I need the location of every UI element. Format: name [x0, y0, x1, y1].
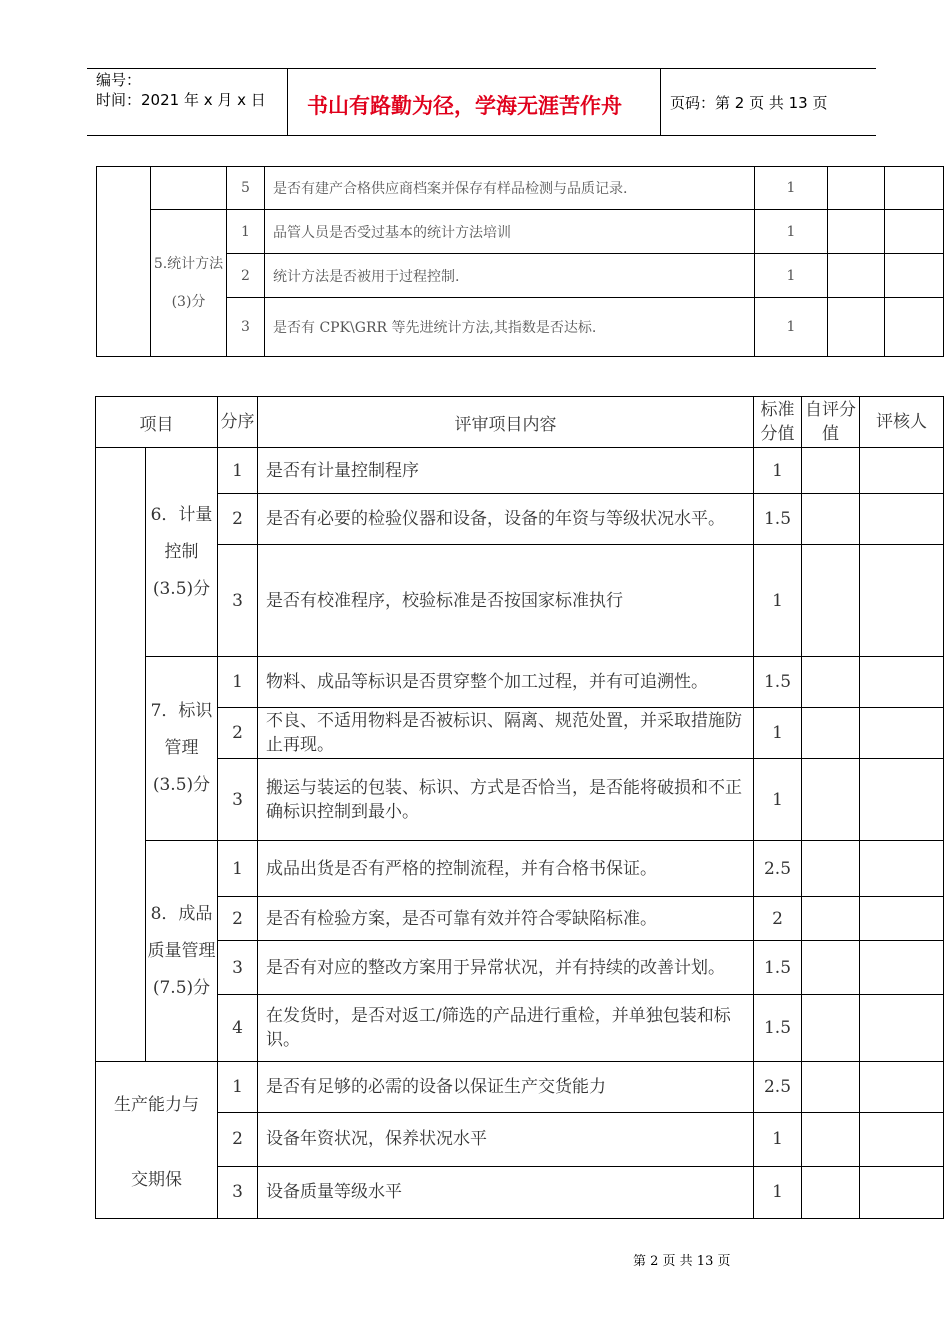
content-cell: 搬运与装运的包装、标识、方式是否恰当，是否能将破损和不正确标识控制到最小。	[258, 759, 754, 841]
reviewer-cell	[860, 1166, 944, 1218]
header-reviewer: 评核人	[860, 397, 944, 448]
reviewer-cell	[860, 657, 944, 708]
table-row	[96, 448, 944, 494]
self-score-cell	[828, 167, 885, 210]
std-score-cell: 1	[754, 545, 802, 657]
seq-cell: 2	[227, 254, 265, 298]
group-label-identification: 7．标识管理(3.5)分	[146, 657, 218, 841]
self-score-cell	[802, 494, 860, 545]
seq-cell: 3	[218, 941, 258, 995]
self-score-cell	[802, 1113, 860, 1166]
group-label-product-quality: 8．成品质量管理(7.5)分	[146, 841, 218, 1062]
reviewer-cell	[885, 210, 944, 254]
seq-cell: 2	[218, 1113, 258, 1166]
std-score-cell: 1	[755, 167, 828, 210]
seq-cell: 1	[218, 1062, 258, 1113]
std-score-cell: 1	[754, 1113, 802, 1166]
footer-page-number: 第 2 页 共 13 页	[633, 1254, 731, 1269]
self-score-cell	[802, 1062, 860, 1113]
item-column-cell	[97, 167, 151, 357]
table-row	[97, 167, 944, 210]
seq-cell: 5	[227, 167, 265, 210]
content-cell: 品管人员是否受过基本的统计方法培训	[265, 210, 755, 254]
content-cell: 是否有足够的必需的设备以保证生产交货能力	[258, 1062, 754, 1113]
table-row	[96, 545, 944, 657]
table-row	[96, 841, 944, 897]
group-cell-empty	[151, 167, 227, 210]
content-cell: 在发货时，是否对返工/筛选的产品进行重检，并单独包装和标识。	[258, 995, 754, 1062]
self-score-cell	[802, 1166, 860, 1218]
std-score-cell: 1.5	[754, 941, 802, 995]
reviewer-cell	[860, 1113, 944, 1166]
content-cell: 是否有建产合格供应商档案并保存有样品检测与品质记录.	[265, 167, 755, 210]
std-score-cell: 1.5	[754, 657, 802, 708]
content-cell: 是否有 CPK\GRR 等先进统计方法,其指数是否达标.	[265, 298, 755, 357]
content-cell: 设备年资状况，保养状况水平	[258, 1113, 754, 1166]
header-item: 项目	[96, 397, 218, 448]
table-row	[96, 494, 944, 545]
std-score-cell: 2.5	[754, 1062, 802, 1113]
seq-cell: 3	[218, 545, 258, 657]
content-cell: 是否有校准程序，校验标准是否按国家标准执行	[258, 545, 754, 657]
reviewer-cell	[860, 841, 944, 897]
header-seq: 分序	[218, 397, 258, 448]
stats-method-table	[96, 166, 944, 357]
seq-cell: 1	[218, 657, 258, 708]
std-score-cell: 2	[754, 897, 802, 941]
std-score-cell: 1.5	[754, 995, 802, 1062]
header-bottom-rule	[87, 135, 876, 136]
reviewer-cell	[860, 897, 944, 941]
seq-cell: 3	[218, 759, 258, 841]
self-score-cell	[802, 841, 860, 897]
group-label-stats: 5.统计方法(3)分	[151, 210, 227, 357]
content-cell: 统计方法是否被用于过程控制.	[265, 254, 755, 298]
self-score-cell	[802, 995, 860, 1062]
reviewer-cell	[885, 254, 944, 298]
std-score-cell: 1	[755, 210, 828, 254]
reviewer-cell	[860, 941, 944, 995]
self-score-cell	[802, 897, 860, 941]
content-cell: 设备质量等级水平	[258, 1166, 754, 1218]
seq-cell: 3	[227, 298, 265, 357]
content-cell: 是否有检验方案，是否可靠有效并符合零缺陷标准。	[258, 897, 754, 941]
reviewer-cell	[860, 494, 944, 545]
reviewer-cell	[860, 995, 944, 1062]
std-score-cell: 1.5	[754, 494, 802, 545]
std-score-cell: 1	[754, 708, 802, 759]
table-row	[96, 1113, 944, 1166]
group-label-measurement: 6．计量控制(3.5)分	[146, 448, 218, 657]
review-table	[95, 396, 944, 1219]
self-score-cell	[828, 254, 885, 298]
std-score-cell: 1	[754, 1166, 802, 1218]
content-cell: 是否有计量控制程序	[258, 448, 754, 494]
header-std-score: 标准分值	[754, 397, 802, 448]
reviewer-cell	[860, 759, 944, 841]
table-row	[96, 897, 944, 941]
header-divider-left	[287, 68, 288, 136]
table-row	[96, 941, 944, 995]
document-number-label: 编号：	[96, 71, 142, 89]
seq-cell: 1	[218, 448, 258, 494]
table-row	[96, 759, 944, 841]
reviewer-cell	[860, 545, 944, 657]
seq-cell: 2	[218, 494, 258, 545]
self-score-cell	[802, 941, 860, 995]
std-score-cell: 1	[754, 759, 802, 841]
seq-cell: 2	[218, 708, 258, 759]
seq-cell: 1	[227, 210, 265, 254]
seq-cell: 3	[218, 1166, 258, 1218]
content-cell: 是否有对应的整改方案用于异常状况，并有持续的改善计划。	[258, 941, 754, 995]
header-self-score: 自评分值	[802, 397, 860, 448]
table-row	[96, 995, 944, 1062]
std-score-cell: 1	[755, 254, 828, 298]
reviewer-cell	[885, 298, 944, 357]
table-row	[97, 210, 944, 254]
content-cell: 是否有必要的检验仪器和设备，设备的年资与等级状况水平。	[258, 494, 754, 545]
reviewer-cell	[860, 448, 944, 494]
self-score-cell	[802, 759, 860, 841]
table-row	[96, 708, 944, 759]
header-top-rule	[87, 68, 876, 69]
table-row	[96, 1166, 944, 1218]
self-score-cell	[802, 657, 860, 708]
seq-cell: 2	[218, 897, 258, 941]
section-label-capacity-text: 生产能力与交期保	[114, 1095, 199, 1190]
seq-cell: 1	[218, 841, 258, 897]
std-score-cell: 1	[755, 298, 828, 357]
content-cell: 物料、成品等标识是否贯穿整个加工过程，并有可追溯性。	[258, 657, 754, 708]
content-cell: 不良、不适用物料是否被标识、隔离、规范处置，并采取措施防止再现。	[258, 708, 754, 759]
self-score-cell	[802, 448, 860, 494]
self-score-cell	[802, 708, 860, 759]
self-score-cell	[828, 210, 885, 254]
std-score-cell: 1	[754, 448, 802, 494]
reviewer-cell	[885, 167, 944, 210]
self-score-cell	[802, 545, 860, 657]
document-date: 时间：2021 年 x 月 x 日	[96, 91, 266, 109]
reviewer-cell	[860, 1062, 944, 1113]
reviewer-cell	[860, 708, 944, 759]
header-row	[96, 397, 944, 448]
header-page-info: 页码：第 2 页 共 13 页	[670, 94, 828, 112]
header-motto: 书山有路勤为径，学海无涯苦作舟	[307, 94, 622, 118]
seq-cell: 4	[218, 995, 258, 1062]
self-score-cell	[828, 298, 885, 357]
section-label-capacity	[96, 1062, 218, 1219]
header-content: 评审项目内容	[258, 397, 754, 448]
table-row	[96, 1062, 944, 1113]
std-score-cell: 2.5	[754, 841, 802, 897]
item-column-cell	[96, 448, 146, 1062]
header-divider-right	[660, 68, 661, 136]
content-cell: 成品出货是否有严格的控制流程，并有合格书保证。	[258, 841, 754, 897]
table-row	[96, 657, 944, 708]
